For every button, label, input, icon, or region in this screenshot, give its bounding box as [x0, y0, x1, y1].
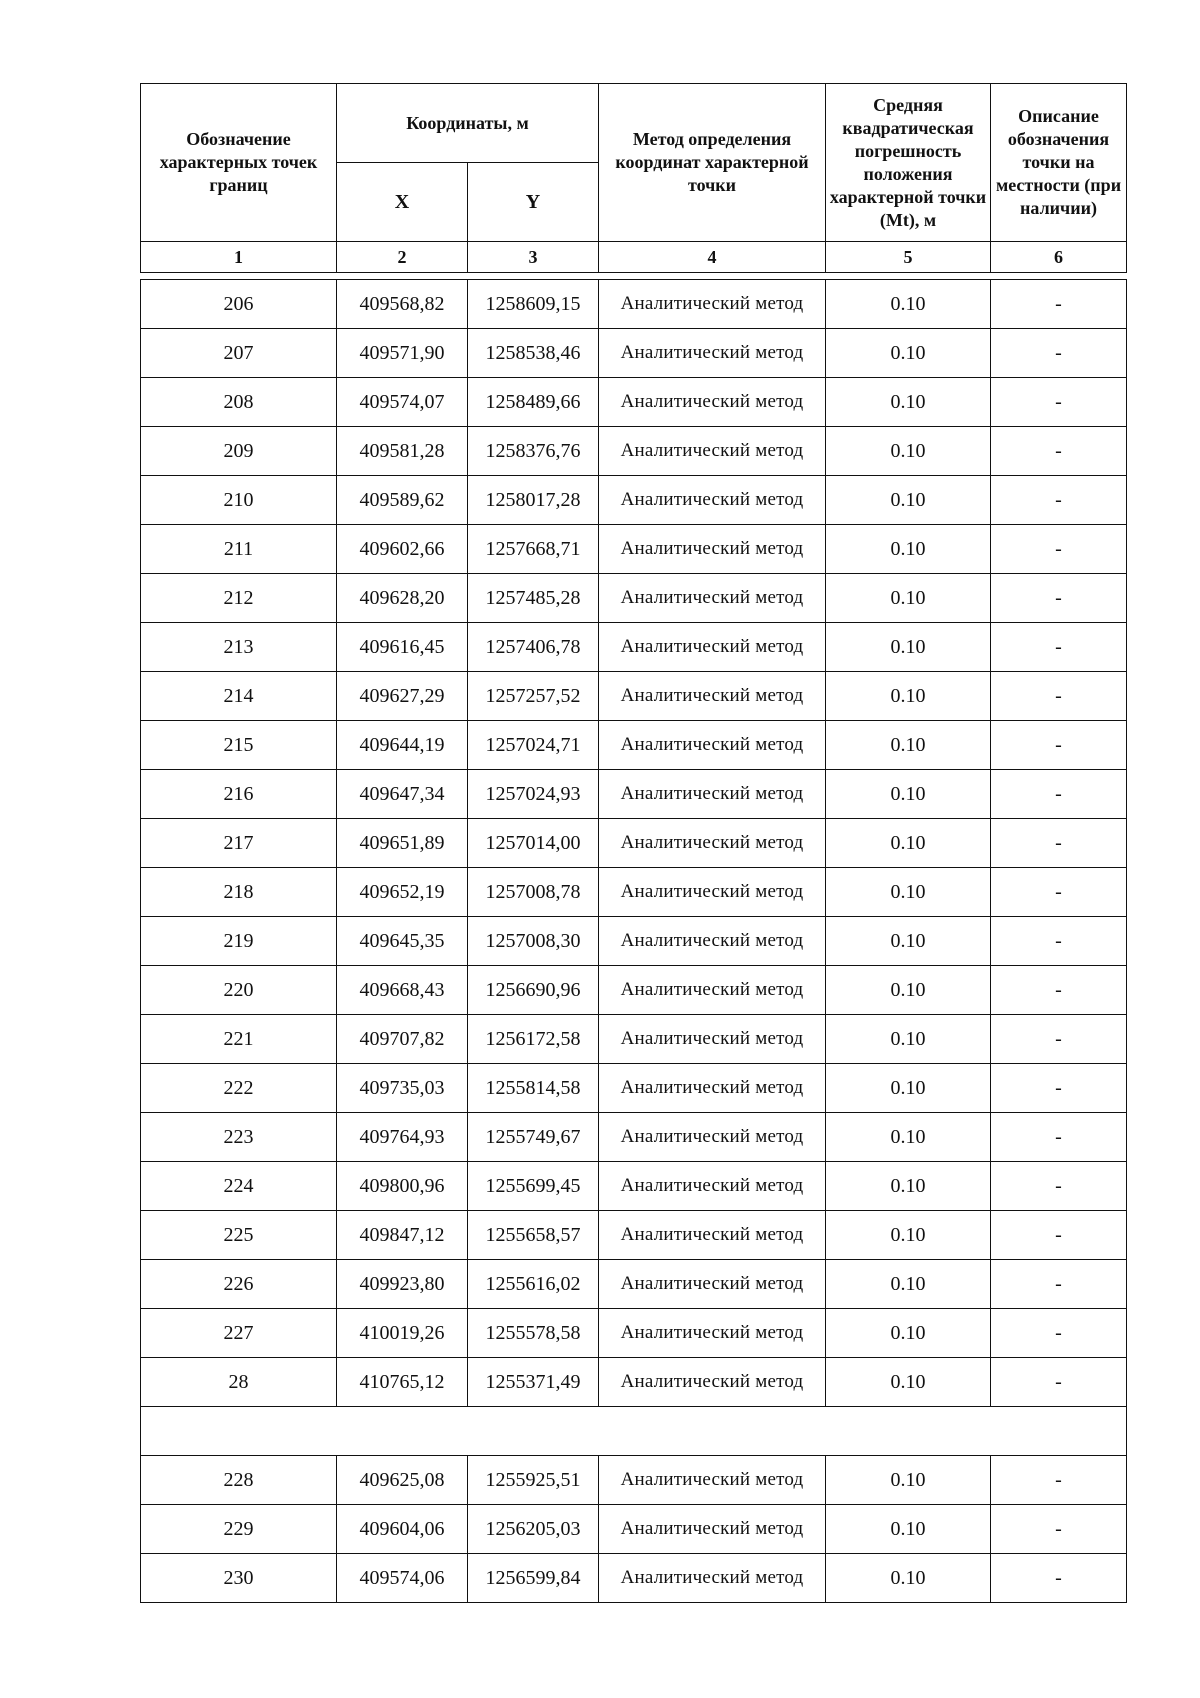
y-coordinate-cell: 1255371,49 — [468, 1358, 599, 1407]
method-cell: Аналитический метод — [599, 1260, 826, 1309]
y-coordinate-cell: 1255578,58 — [468, 1309, 599, 1358]
error-cell: 0.10 — [826, 476, 991, 525]
x-coordinate-cell: 409668,43 — [337, 966, 468, 1015]
error-cell: 0.10 — [826, 1554, 991, 1603]
x-coordinate-cell: 409800,96 — [337, 1162, 468, 1211]
y-coordinate-cell: 1257406,78 — [468, 623, 599, 672]
method-cell: Аналитический метод — [599, 721, 826, 770]
error-cell: 0.10 — [826, 1260, 991, 1309]
error-cell: 0.10 — [826, 1162, 991, 1211]
y-coordinate-cell: 1258609,15 — [468, 280, 599, 329]
header-y: Y — [468, 163, 599, 242]
description-cell: - — [991, 1554, 1127, 1603]
point-id-cell: 221 — [141, 1015, 337, 1064]
header-point-designation: Обозначение характерных точек границ — [141, 84, 337, 242]
table-row — [141, 574, 1127, 623]
point-id-cell: 218 — [141, 868, 337, 917]
x-coordinate-cell: 409625,08 — [337, 1456, 468, 1505]
point-id-cell: 214 — [141, 672, 337, 721]
table-body-first-contour — [141, 280, 1127, 1407]
table-row — [141, 1456, 1127, 1505]
method-cell: Аналитический метод — [599, 672, 826, 721]
x-coordinate-cell: 410019,26 — [337, 1309, 468, 1358]
x-coordinate-cell: 409627,29 — [337, 672, 468, 721]
table-row — [141, 917, 1127, 966]
description-cell: - — [991, 1064, 1127, 1113]
point-id-cell: 208 — [141, 378, 337, 427]
point-id-cell: 210 — [141, 476, 337, 525]
error-cell: 0.10 — [826, 721, 991, 770]
x-coordinate-cell: 409645,35 — [337, 917, 468, 966]
point-id-cell: 28 — [141, 1358, 337, 1407]
method-cell: Аналитический метод — [599, 329, 826, 378]
method-cell: Аналитический метод — [599, 574, 826, 623]
method-cell: Аналитический метод — [599, 770, 826, 819]
table-row — [141, 819, 1127, 868]
table-row — [141, 1113, 1127, 1162]
x-coordinate-cell: 409651,89 — [337, 819, 468, 868]
description-cell: - — [991, 1015, 1127, 1064]
error-cell: 0.10 — [826, 1113, 991, 1162]
description-cell: - — [991, 1260, 1127, 1309]
x-coordinate-cell: 409923,80 — [337, 1260, 468, 1309]
x-coordinate-cell: 409647,34 — [337, 770, 468, 819]
description-cell: - — [991, 1456, 1127, 1505]
y-coordinate-cell: 1257008,78 — [468, 868, 599, 917]
method-cell: Аналитический метод — [599, 378, 826, 427]
point-id-cell: 217 — [141, 819, 337, 868]
y-coordinate-cell: 1258017,28 — [468, 476, 599, 525]
point-id-cell: 228 — [141, 1456, 337, 1505]
error-cell: 0.10 — [826, 1211, 991, 1260]
point-id-cell: 209 — [141, 427, 337, 476]
table-row — [141, 1260, 1127, 1309]
description-cell: - — [991, 1113, 1127, 1162]
point-id-cell: 223 — [141, 1113, 337, 1162]
error-cell: 0.10 — [826, 770, 991, 819]
x-coordinate-cell: 409604,06 — [337, 1505, 468, 1554]
description-cell: - — [991, 1309, 1127, 1358]
method-cell: Аналитический метод — [599, 1505, 826, 1554]
error-cell: 0.10 — [826, 329, 991, 378]
header-point-description: Описание обозначения точки на местности (при наличии) — [991, 84, 1127, 242]
column-number: 3 — [468, 242, 599, 273]
error-cell: 0.10 — [826, 280, 991, 329]
x-coordinate-cell: 409568,82 — [337, 280, 468, 329]
y-coordinate-cell: 1255814,58 — [468, 1064, 599, 1113]
y-coordinate-cell: 1257024,71 — [468, 721, 599, 770]
description-cell: - — [991, 868, 1127, 917]
boundary-points-table — [140, 83, 1127, 1603]
error-cell: 0.10 — [826, 427, 991, 476]
y-coordinate-cell: 1255699,45 — [468, 1162, 599, 1211]
method-cell: Аналитический метод — [599, 1456, 826, 1505]
point-id-cell: 227 — [141, 1309, 337, 1358]
x-coordinate-cell: 409764,93 — [337, 1113, 468, 1162]
x-coordinate-cell: 409847,12 — [337, 1211, 468, 1260]
table-row — [141, 672, 1127, 721]
y-coordinate-cell: 1257485,28 — [468, 574, 599, 623]
description-cell: - — [991, 721, 1127, 770]
table-row — [141, 868, 1127, 917]
y-coordinate-cell: 1256205,03 — [468, 1505, 599, 1554]
description-cell: - — [991, 378, 1127, 427]
table-row — [141, 1505, 1127, 1554]
description-cell: - — [991, 917, 1127, 966]
point-id-cell: 226 — [141, 1260, 337, 1309]
table-row — [141, 623, 1127, 672]
error-cell: 0.10 — [826, 1309, 991, 1358]
y-coordinate-cell: 1257008,30 — [468, 917, 599, 966]
point-id-cell: 222 — [141, 1064, 337, 1113]
method-cell: Аналитический метод — [599, 1358, 826, 1407]
method-cell: Аналитический метод — [599, 525, 826, 574]
x-coordinate-cell: 409707,82 — [337, 1015, 468, 1064]
table-row — [141, 1064, 1127, 1113]
description-cell: - — [991, 427, 1127, 476]
description-cell: - — [991, 525, 1127, 574]
method-cell: Аналитический метод — [599, 819, 826, 868]
x-coordinate-cell: 409574,07 — [337, 378, 468, 427]
method-cell: Аналитический метод — [599, 280, 826, 329]
point-id-cell: 220 — [141, 966, 337, 1015]
description-cell: - — [991, 819, 1127, 868]
table-row — [141, 770, 1127, 819]
y-coordinate-cell: 1256690,96 — [468, 966, 599, 1015]
method-cell: Аналитический метод — [599, 1211, 826, 1260]
y-coordinate-cell: 1258538,46 — [468, 329, 599, 378]
table-row — [141, 721, 1127, 770]
empty-separator-row — [141, 1407, 1127, 1456]
table-row — [141, 280, 1127, 329]
column-number: 4 — [599, 242, 826, 273]
error-cell: 0.10 — [826, 1456, 991, 1505]
y-coordinate-cell: 1256172,58 — [468, 1015, 599, 1064]
x-coordinate-cell: 409652,19 — [337, 868, 468, 917]
method-cell: Аналитический метод — [599, 1309, 826, 1358]
point-id-cell: 213 — [141, 623, 337, 672]
x-coordinate-cell: 409574,06 — [337, 1554, 468, 1603]
point-id-cell: 219 — [141, 917, 337, 966]
description-cell: - — [991, 574, 1127, 623]
table-row — [141, 1015, 1127, 1064]
point-id-cell: 230 — [141, 1554, 337, 1603]
y-coordinate-cell: 1255749,67 — [468, 1113, 599, 1162]
error-cell: 0.10 — [826, 378, 991, 427]
column-number: 2 — [337, 242, 468, 273]
table-row — [141, 329, 1127, 378]
x-coordinate-cell: 409571,90 — [337, 329, 468, 378]
header-x: X — [337, 163, 468, 242]
y-coordinate-cell: 1255658,57 — [468, 1211, 599, 1260]
table-row — [141, 525, 1127, 574]
column-number: 1 — [141, 242, 337, 273]
description-cell: - — [991, 623, 1127, 672]
error-cell: 0.10 — [826, 1064, 991, 1113]
method-cell: Аналитический метод — [599, 917, 826, 966]
x-coordinate-cell: 409735,03 — [337, 1064, 468, 1113]
table-row — [141, 1309, 1127, 1358]
description-cell: - — [991, 1162, 1127, 1211]
y-coordinate-cell: 1257014,00 — [468, 819, 599, 868]
description-cell: - — [991, 1211, 1127, 1260]
table-row — [141, 427, 1127, 476]
description-cell: - — [991, 672, 1127, 721]
error-cell: 0.10 — [826, 1358, 991, 1407]
table-row — [141, 1358, 1127, 1407]
point-id-cell: 207 — [141, 329, 337, 378]
contour-separator — [141, 1407, 1127, 1456]
error-cell: 0.10 — [826, 966, 991, 1015]
table-row — [141, 1162, 1127, 1211]
header-gap — [141, 273, 1127, 280]
x-coordinate-cell: 409616,45 — [337, 623, 468, 672]
y-coordinate-cell: 1256599,84 — [468, 1554, 599, 1603]
column-number: 5 — [826, 242, 991, 273]
x-coordinate-cell: 409644,19 — [337, 721, 468, 770]
y-coordinate-cell: 1258489,66 — [468, 378, 599, 427]
method-cell: Аналитический метод — [599, 476, 826, 525]
y-coordinate-cell: 1257668,71 — [468, 525, 599, 574]
error-cell: 0.10 — [826, 623, 991, 672]
header-mean-square-error: Средняя квадратическая погрешность положения характерной точки (Mt), м — [826, 84, 991, 242]
table-body-second-contour — [141, 1456, 1127, 1603]
table-row — [141, 1211, 1127, 1260]
y-coordinate-cell: 1255616,02 — [468, 1260, 599, 1309]
point-id-cell: 211 — [141, 525, 337, 574]
method-cell: Аналитический метод — [599, 427, 826, 476]
point-id-cell: 212 — [141, 574, 337, 623]
point-id-cell: 224 — [141, 1162, 337, 1211]
error-cell: 0.10 — [826, 917, 991, 966]
x-coordinate-cell: 409602,66 — [337, 525, 468, 574]
point-id-cell: 206 — [141, 280, 337, 329]
error-cell: 0.10 — [826, 1015, 991, 1064]
error-cell: 0.10 — [826, 574, 991, 623]
x-coordinate-cell: 409581,28 — [337, 427, 468, 476]
x-coordinate-cell: 409628,20 — [337, 574, 468, 623]
table-header — [141, 84, 1127, 280]
method-cell: Аналитический метод — [599, 1064, 826, 1113]
description-cell: - — [991, 1505, 1127, 1554]
table-row — [141, 378, 1127, 427]
description-cell: - — [991, 770, 1127, 819]
column-number: 6 — [991, 242, 1127, 273]
error-cell: 0.10 — [826, 1505, 991, 1554]
y-coordinate-cell: 1255925,51 — [468, 1456, 599, 1505]
table-row — [141, 476, 1127, 525]
point-id-cell: 229 — [141, 1505, 337, 1554]
y-coordinate-cell: 1258376,76 — [468, 427, 599, 476]
error-cell: 0.10 — [826, 525, 991, 574]
header-method: Метод определения координат характерной точки — [599, 84, 826, 242]
description-cell: - — [991, 476, 1127, 525]
error-cell: 0.10 — [826, 672, 991, 721]
description-cell: - — [991, 329, 1127, 378]
description-cell: - — [991, 280, 1127, 329]
y-coordinate-cell: 1257024,93 — [468, 770, 599, 819]
table-row — [141, 1554, 1127, 1603]
y-coordinate-cell: 1257257,52 — [468, 672, 599, 721]
description-cell: - — [991, 1358, 1127, 1407]
point-id-cell: 225 — [141, 1211, 337, 1260]
method-cell: Аналитический метод — [599, 623, 826, 672]
method-cell: Аналитический метод — [599, 966, 826, 1015]
method-cell: Аналитический метод — [599, 1015, 826, 1064]
x-coordinate-cell: 409589,62 — [337, 476, 468, 525]
method-cell: Аналитический метод — [599, 1162, 826, 1211]
error-cell: 0.10 — [826, 819, 991, 868]
error-cell: 0.10 — [826, 868, 991, 917]
method-cell: Аналитический метод — [599, 1113, 826, 1162]
point-id-cell: 215 — [141, 721, 337, 770]
column-numbers-row — [141, 242, 1127, 273]
description-cell: - — [991, 966, 1127, 1015]
method-cell: Аналитический метод — [599, 868, 826, 917]
table-row — [141, 966, 1127, 1015]
method-cell: Аналитический метод — [599, 1554, 826, 1603]
point-id-cell: 216 — [141, 770, 337, 819]
x-coordinate-cell: 410765,12 — [337, 1358, 468, 1407]
header-coordinates: Координаты, м — [337, 84, 599, 163]
